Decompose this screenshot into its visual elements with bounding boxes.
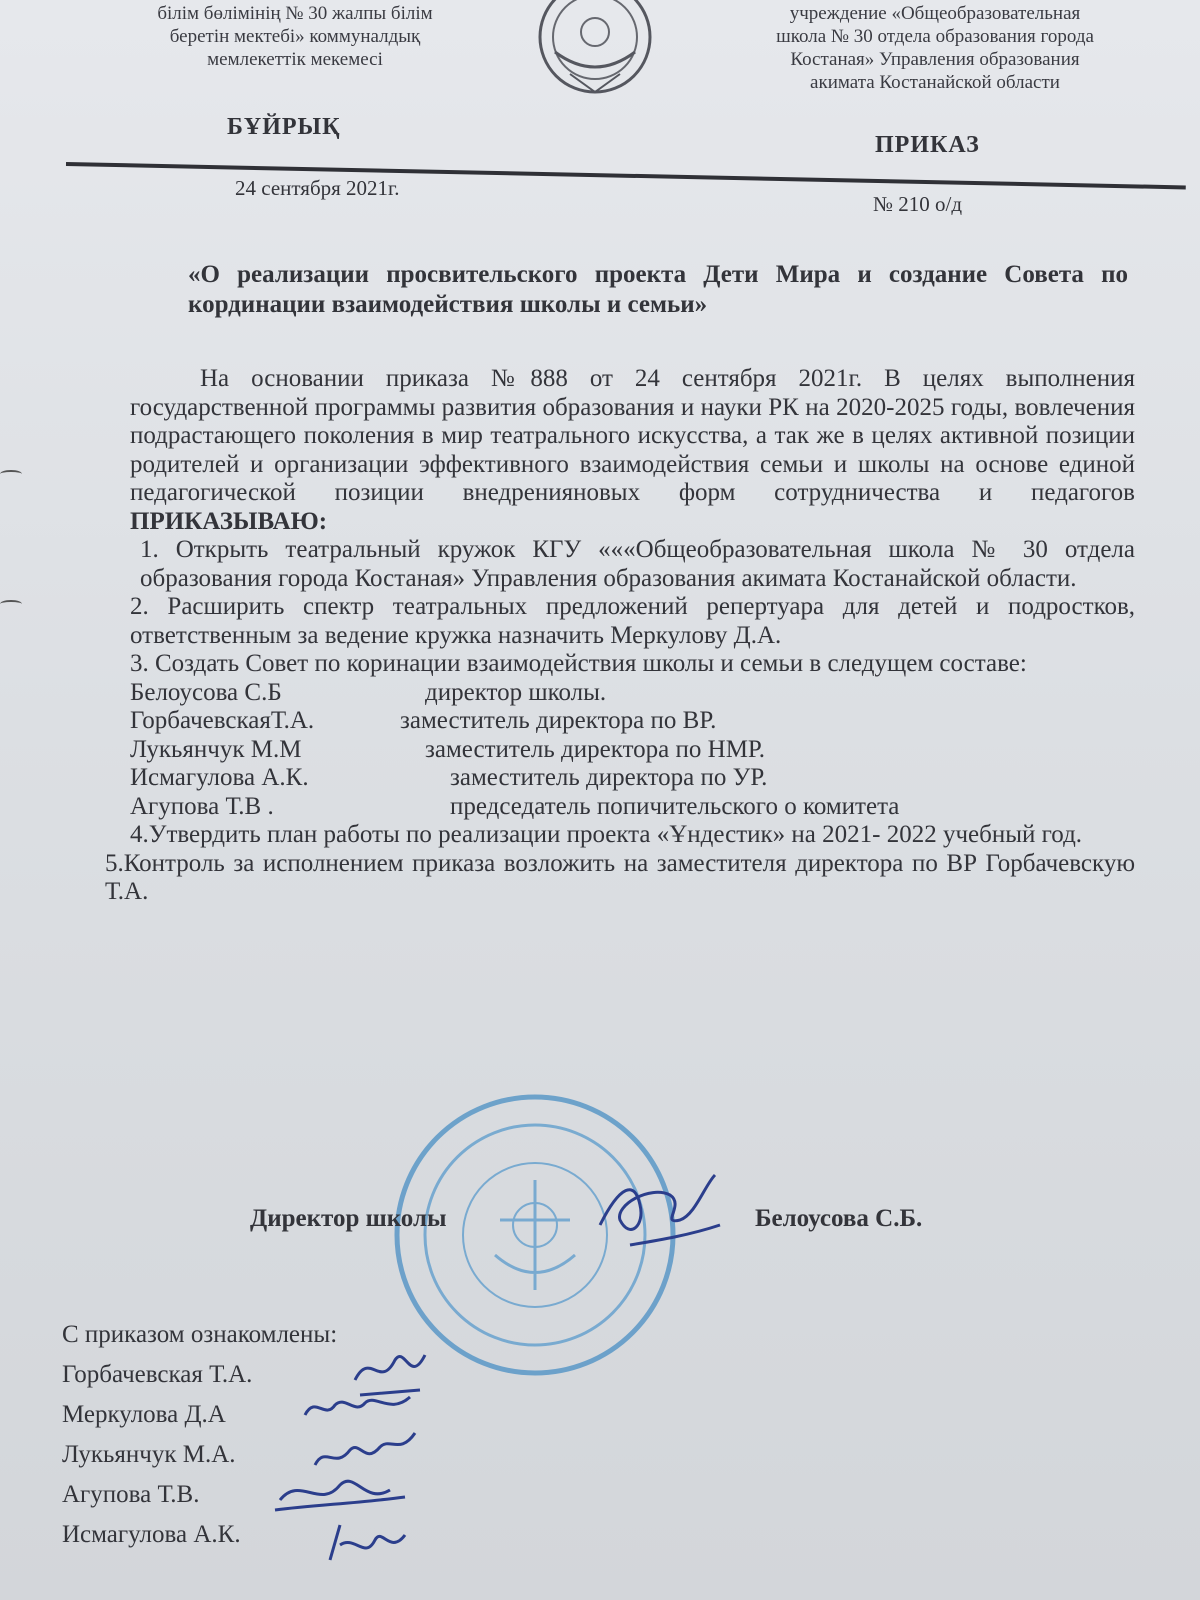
preamble <box>130 365 1135 536</box>
preamble-text: На основании приказа №888 от 24 сентября 2021г. В целях выполнения государственной программы развития образования и науки РК на 2020-2025 годы, вовлечения подрастающего поколения в мир театрального искусства, а так же в целях активной позиции родителей и организации эффективного взаимодействия семьи и школы на основе единой педагогической позиции внедренияновых форм сотрудничества и педагогов <box>130 365 1135 506</box>
acknowledgement-name: Исмагулова А.К. <box>62 1521 241 1548</box>
director-signature <box>590 1165 730 1260</box>
order-item: 1. Открыть театральный кружок КГУ «««Общеобразовательная школа № 30 отдела образования города Костаная» Управления образования акимата Костанайской области. <box>140 536 1135 592</box>
acknowledgement-name: Лукьянчук М.А. <box>62 1441 236 1468</box>
header-kz <box>100 2 490 71</box>
council-member-name: ГорбачевскаяТ.А. <box>130 707 315 734</box>
council-member-name: Агупова Т.В . <box>130 792 274 820</box>
order-number: № 210 о/д <box>873 192 963 216</box>
state-emblem-icon <box>520 0 670 102</box>
council-member-role: заместитель директора по ВР. <box>400 707 717 734</box>
signatory-position: Директор школы <box>250 1205 447 1232</box>
header-kz-line: мемлекеттік мекемесі <box>207 49 383 70</box>
council-member-role: заместитель директора по УР. <box>450 764 768 791</box>
margin-mark <box>0 600 22 608</box>
acknowledgement-name: Горбачевская Т.А. <box>62 1361 253 1388</box>
acknowledgement-signature <box>300 1385 420 1430</box>
header-ru-line: Костаная» Управления образования <box>790 49 1080 70</box>
council-member-role: заместитель директора по НМР. <box>425 735 765 763</box>
signatory-name: Белоусова С.Б. <box>755 1205 923 1232</box>
order-body <box>105 365 1135 907</box>
council-member-name: Лукьянчук М.М <box>130 735 302 763</box>
doc-type-ru: ПРИКАЗ <box>875 132 980 158</box>
header-ru-line: школа № 30 отдела образования города <box>776 26 1094 47</box>
order-title: «О реализации просвительского проекта Дети Мира и создание Совета по кординации взаимодействия школы и семьи» <box>188 261 1128 318</box>
council-member-role: директор школы. <box>425 678 607 706</box>
order-item: 2. Расширить спектр театральных предложений репертуара для детей и подростков, ответственным за ведение кружка назначить Меркулову Д.А. <box>130 593 1135 649</box>
council-row <box>130 707 1135 736</box>
acknowledgement-signature <box>320 1515 410 1570</box>
council-row <box>130 764 1135 793</box>
header-divider <box>66 162 1186 189</box>
council-list <box>130 679 1135 822</box>
council-row <box>130 679 1135 708</box>
acknowledgement-name: Агупова Т.В. <box>62 1481 200 1508</box>
order-word: ПРИКАЗЫВАЮ: <box>130 507 328 535</box>
header-ru-line: учреждение «Общеобразовательная <box>789 3 1081 24</box>
header-kz-line: білім бөлімінің № 30 жалпы білім <box>157 3 433 24</box>
acknowledgement-signature <box>270 1465 410 1520</box>
council-row <box>130 793 1135 822</box>
margin-mark <box>0 470 22 478</box>
order-date: 24 сентября 2021г. <box>235 176 400 200</box>
doc-type-kz: БҰЙРЫҚ <box>227 114 341 140</box>
council-member-role: председатель попичительского о комитета <box>450 792 900 820</box>
order-item: 5.Контроль за исполнением приказа возложить на заместителя директора по ВР Горбачевскую Т.А. <box>105 849 1135 905</box>
order-item: 3. Создать Совет по коринации взаимодействия школы и семьи в следущем составе: <box>130 650 1027 677</box>
header-ru <box>725 2 1145 94</box>
council-member-name: Исмагулова А.К. <box>130 764 309 791</box>
council-member-name: Белоусова С.Б <box>130 678 282 706</box>
header-ru-line: акимата Костанайской области <box>810 72 1060 93</box>
council-row <box>130 736 1135 765</box>
acknowledgement-name: Меркулова Д.А <box>62 1401 226 1428</box>
order-item: 4.Утвердить план работы по реализации проекта «Ұндестик» на 2021- 2022 учебный год. <box>130 821 1083 848</box>
header-kz-line: беретін мектебі» коммуналдық <box>169 26 421 47</box>
acknowledgement-heading: С приказом ознакомлены: <box>62 1321 338 1348</box>
